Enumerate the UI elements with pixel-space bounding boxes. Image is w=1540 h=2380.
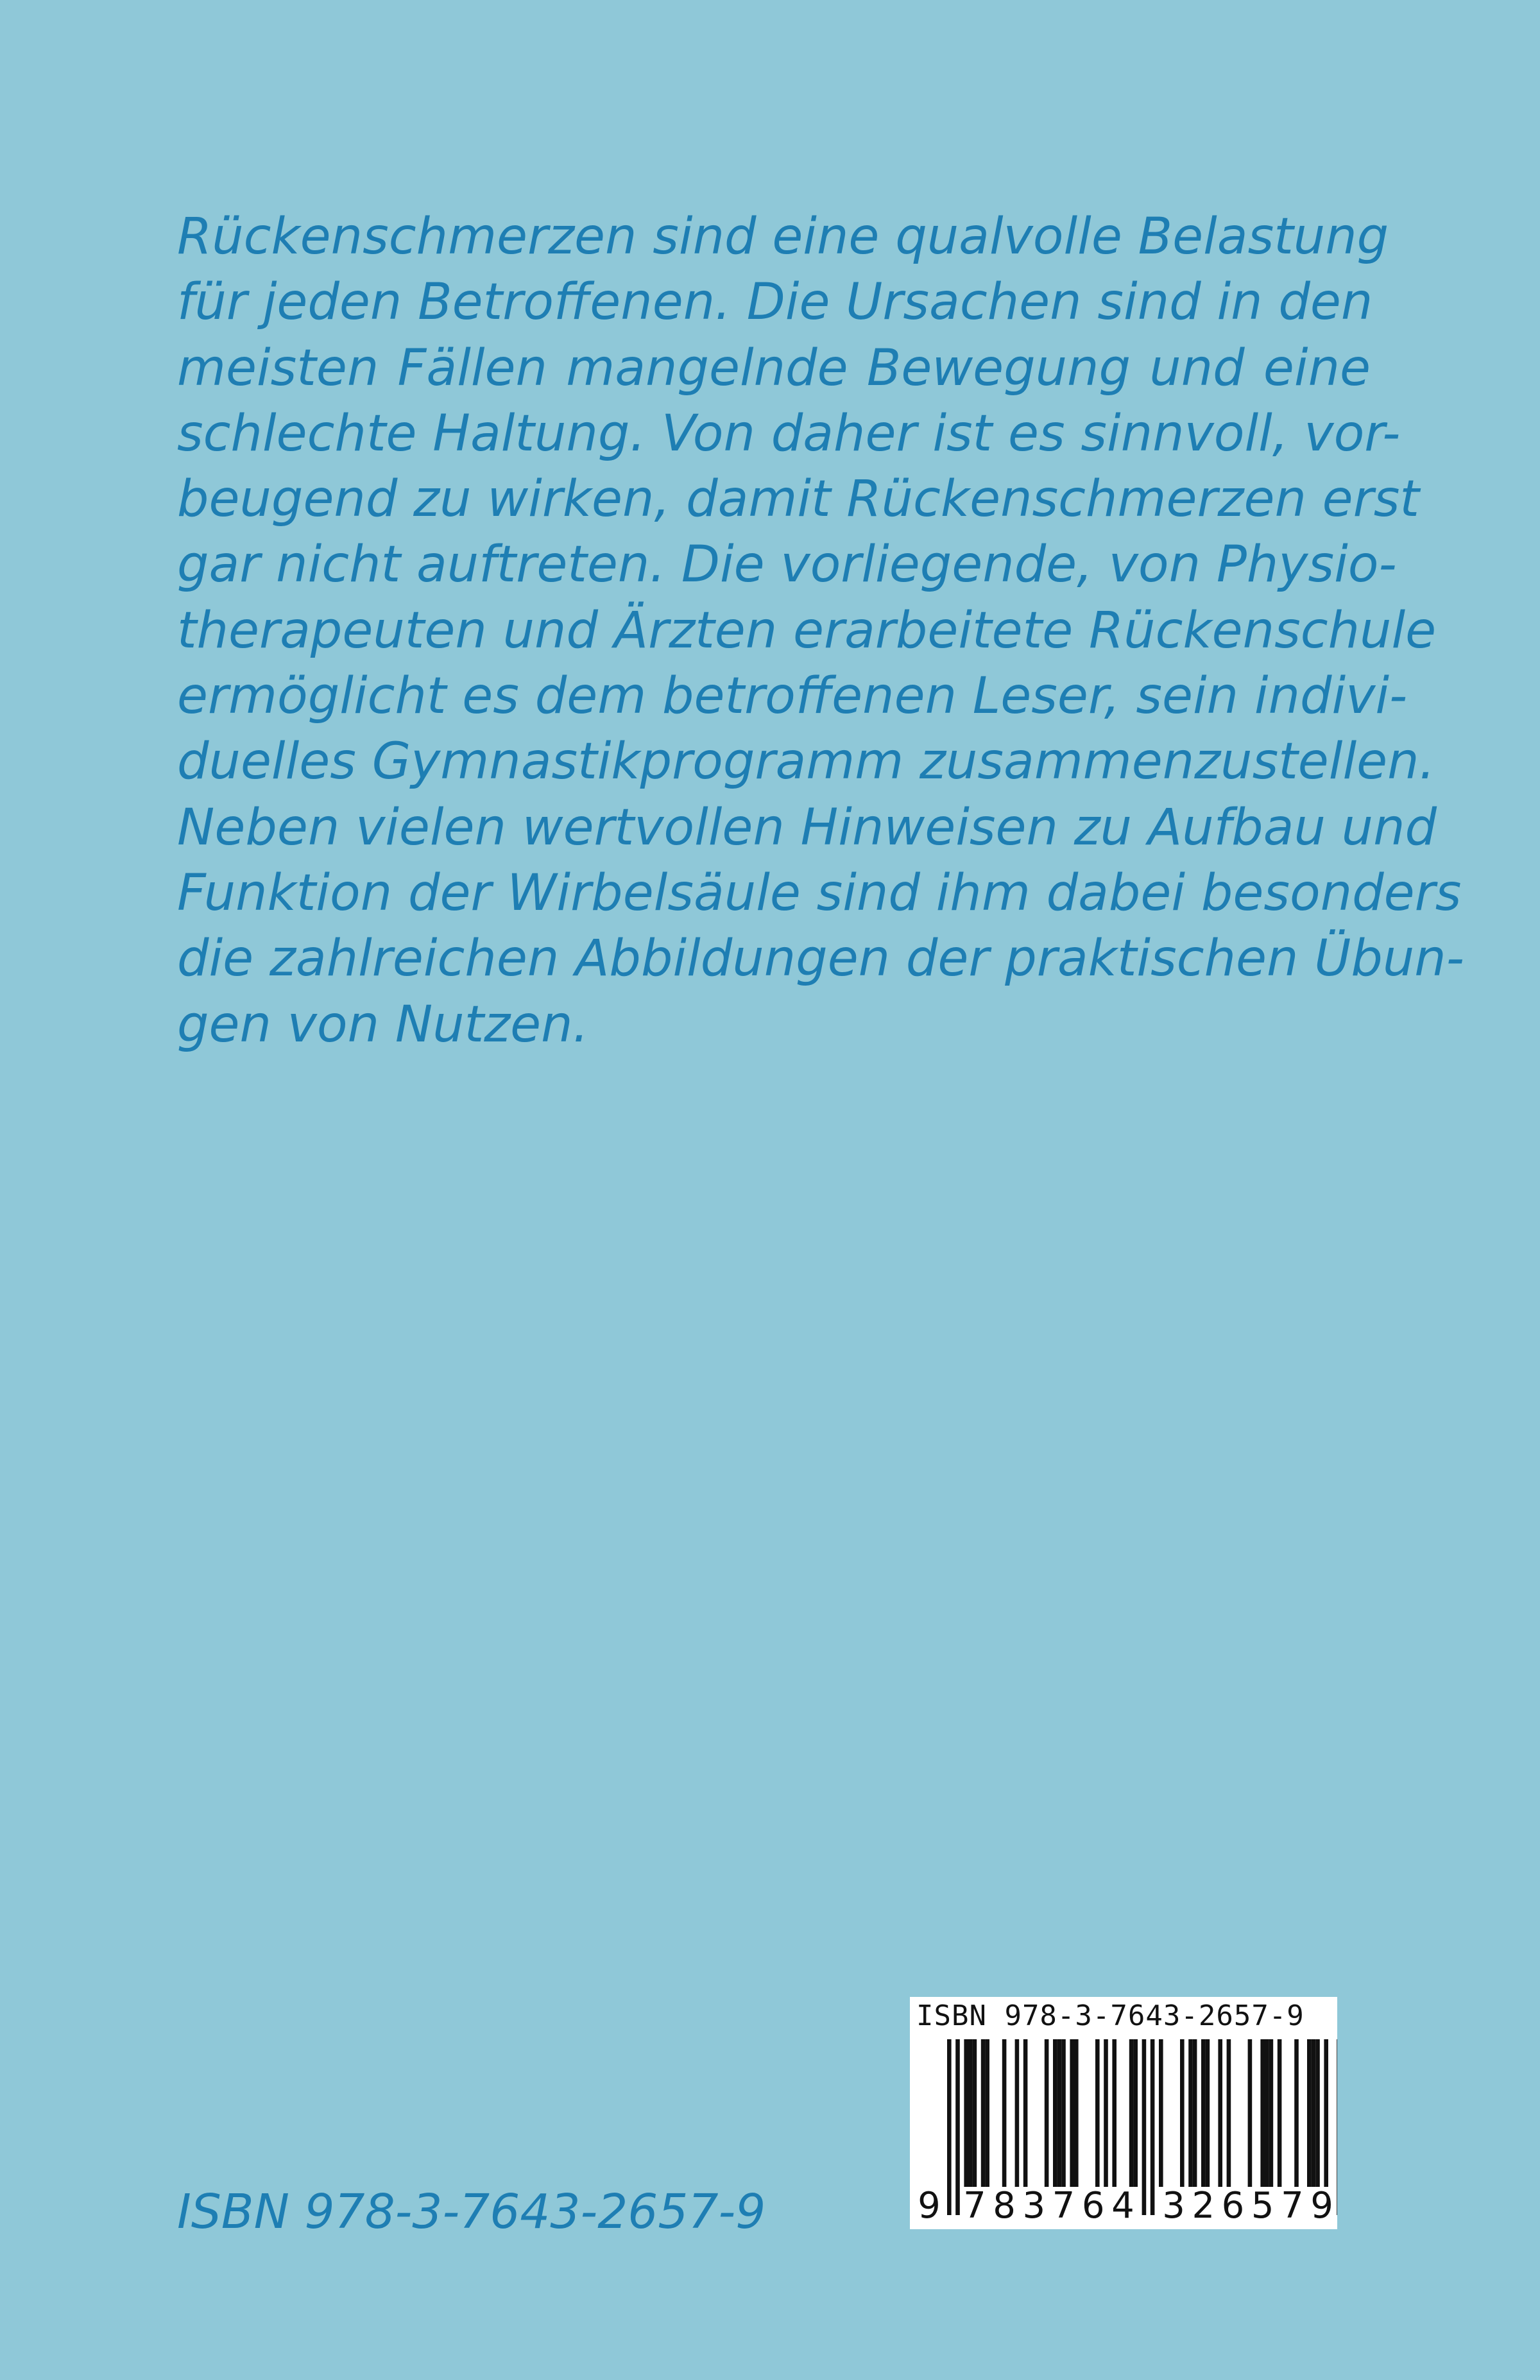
blurb-line: therapeuten und Ärzten erarbeitete Rückenschule: [177, 601, 1437, 660]
barcode-digit: 5: [1248, 2187, 1278, 2225]
blurb-line: schlechte Haltung. Von daher ist es sinnvoll, vor-: [177, 404, 1401, 463]
barcode-digit: 8: [989, 2187, 1019, 2225]
blurb-line: duelles Gymnastikprogramm zusammenzustellen.: [177, 733, 1435, 791]
blurb-line: meisten Fällen mangelnde Bewegung und eine: [177, 339, 1371, 397]
blurb-line: die zahlreichen Abbildungen der praktischen Übun-: [177, 930, 1464, 988]
barcode-digit: 9: [1307, 2187, 1337, 2225]
isbn-label: ISBN 978-3-7643-2657-9: [177, 2184, 766, 2239]
barcode-digit: 7: [960, 2187, 989, 2225]
barcode-digit: 9: [915, 2187, 943, 2225]
isbn-barcode: [910, 1997, 1337, 2229]
blurb-line: Neben vielen wertvollen Hinweisen zu Aufbau und: [177, 798, 1437, 857]
barcode-digit: 3: [1019, 2187, 1048, 2225]
blurb-text: [177, 204, 1464, 1057]
barcode-digit: 6: [1079, 2187, 1108, 2225]
barcode-digit: 3: [1159, 2187, 1188, 2225]
barcode-header-text: ISBN 978-3-7643-2657-9: [916, 1999, 1305, 2032]
barcode-digit: 7: [1278, 2187, 1307, 2225]
barcode-digit: 7: [1048, 2187, 1078, 2225]
barcode-digit: 6: [1218, 2187, 1247, 2225]
barcode-digit: 4: [1108, 2187, 1138, 2225]
blurb-line: Funktion der Wirbelsäule sind ihm dabei besonders: [177, 864, 1462, 922]
blurb-line: beugend zu wirken, damit Rückenschmerzen erst: [177, 470, 1419, 529]
barcode-digit: 2: [1188, 2187, 1218, 2225]
blurb-line: gar nicht auftreten. Die vorliegende, von Physio-: [177, 536, 1397, 594]
barcode-digits: [910, 1997, 1337, 2229]
blurb-line: Rückenschmerzen sind eine qualvolle Belastung: [177, 208, 1389, 266]
blurb-line: für jeden Betroffenen. Die Ursachen sind in den: [177, 273, 1373, 332]
blurb-line: ermöglicht es dem betroffenen Leser, sein indivi-: [177, 667, 1408, 726]
blurb-line: gen von Nutzen.: [177, 995, 589, 1054]
